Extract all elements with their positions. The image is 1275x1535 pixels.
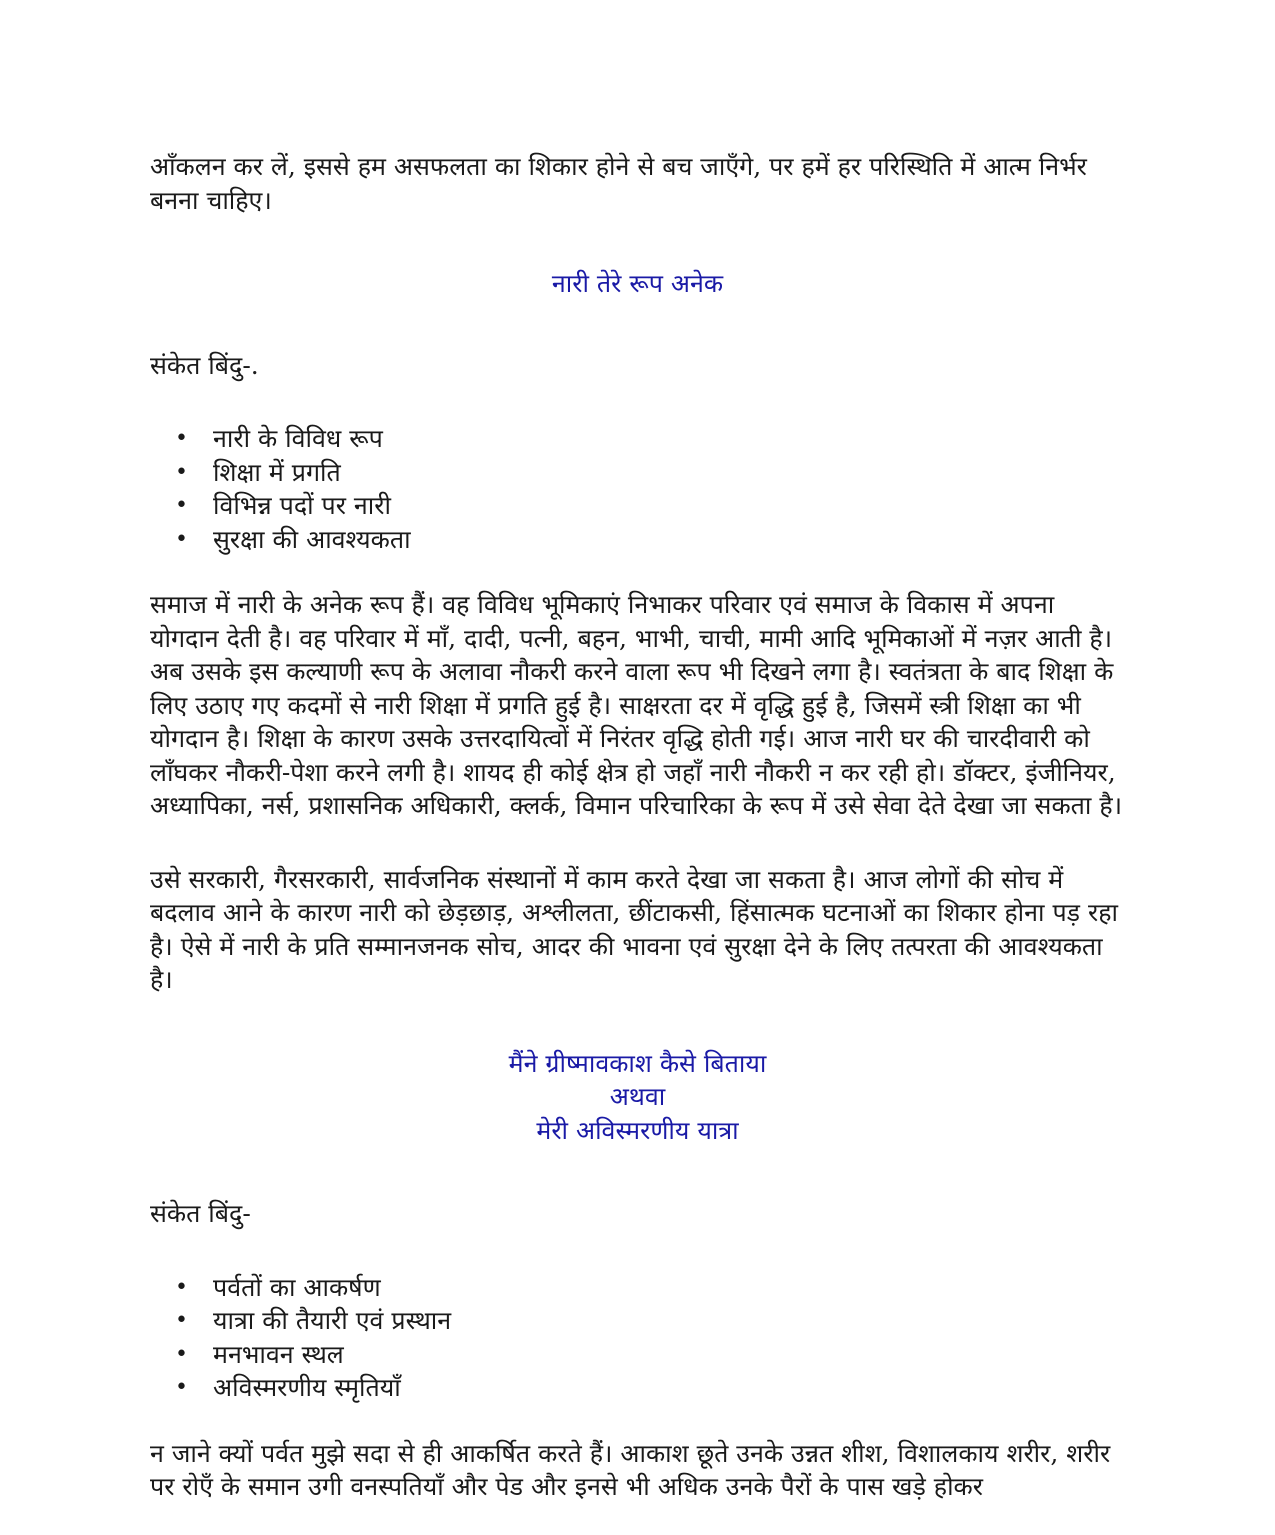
essay1-title: नारी तेरे रूप अनेक xyxy=(551,269,724,298)
essay2-title-line3: मेरी अविस्मरणीय यात्रा xyxy=(536,1115,739,1145)
intro-paragraph: आँकलन कर लें, इससे हम असफलता का शिकार होने से बच जाएँगे, पर हमें हर परिस्थिति में आत्म निर्भर बनना चाहिए। xyxy=(150,152,1087,215)
list-item: • अविस्मरणीय स्मृतियाँ xyxy=(150,1371,1125,1405)
essay1-paragraph-1: समाज में नारी के अनेक रूप हैं। वह विविध भूमिकाएं निभाकर परिवार एवं समाज के विकास में अपना योगदान देती है। वह परिवार में माँ, दादी, पत्नी, बहन, भाभी, चाची, मामी आदि भूमिकाओं में नज़र आती है। अब उसके इस कल्याणी रूप के अलावा नौकरी करने वाला रूप भी दिखने लगा है। स्वतंत्रता के बाद शिक्षा के लिए उठाए गए कदमों से नारी शिक्षा में प्रगति हुई है। साक्षरता दर में वृद्धि हुई है, जिसमें स्त्री शिक्षा का भी योगदान है। शिक्षा के कारण उसके उत्तरदायित्वों में निरंतर वृद्धि होती गई। आज नारी घर की चारदीवारी को लाँघकर नौकरी-पेशा करने लगी है। शायद ही कोई क्षेत्र हो जहाँ नारी नौकरी न कर रही हो। डॉक्टर, इंजीनियर, अध्यापिका, नर्स, प्रशासनिक अधिकारी, क्लर्क, विमान परिचारिका के रूप में उसे सेवा देते देखा जा सकता है। xyxy=(150,590,1123,820)
list-item: • सुरक्षा की आवश्यकता xyxy=(150,523,1125,557)
essay2-title-block xyxy=(150,1047,1125,1148)
document-page xyxy=(150,150,1125,1504)
list-item: • पर्वतों का आकर्षण xyxy=(150,1271,1125,1305)
essay1-paragraph-2: उसे सरकारी, गैरसरकारी, सार्वजनिक संस्थानों में काम करते देखा जा सकता है। आज लोगों की सोच में बदलाव आने के कारण नारी को छेड़छाड़, अश्लीलता, छींटाकसी, हिंसात्मक घटनाओं का शिकार होना पड़ रहा है। ऐसे में नारी के प्रति सम्मानजनक सोच, आदर की भावना एवं सुरक्षा देने के लिए तत्परता की आवश्यकता है। xyxy=(150,864,1118,994)
essay2-title-line2: अथवा xyxy=(609,1082,666,1111)
essay2-title-line1: मैंने ग्रीष्मावकाश कैसे बिताया xyxy=(508,1048,767,1078)
list-item: • शिक्षा में प्रगति xyxy=(150,456,1125,490)
essay1-points-list xyxy=(150,422,1125,556)
essay2-points-list xyxy=(150,1271,1125,1405)
list-item: • नारी के विविध रूप xyxy=(150,422,1125,456)
list-item: • मनभावन स्थल xyxy=(150,1338,1125,1372)
essay2-sanket-label: संकेत बिंदु- xyxy=(150,1199,251,1228)
essay2-paragraph: न जाने क्यों पर्वत मुझे सदा से ही आकर्षित करते हैं। आकाश छूते उनके उन्नत शीश, विशालकाय शरीर, शरीर पर रोएँ के समान उगी वनस्पतियाँ और पेड और इनसे भी अधिक उनके पैरों के पास खड़े होकर xyxy=(150,1438,1111,1501)
essay1-sanket-label: संकेत बिंदु-. xyxy=(150,350,259,380)
list-item: • विभिन्न पदों पर नारी xyxy=(150,489,1125,523)
list-item: • यात्रा की तैयारी एवं प्रस्थान xyxy=(150,1304,1125,1338)
